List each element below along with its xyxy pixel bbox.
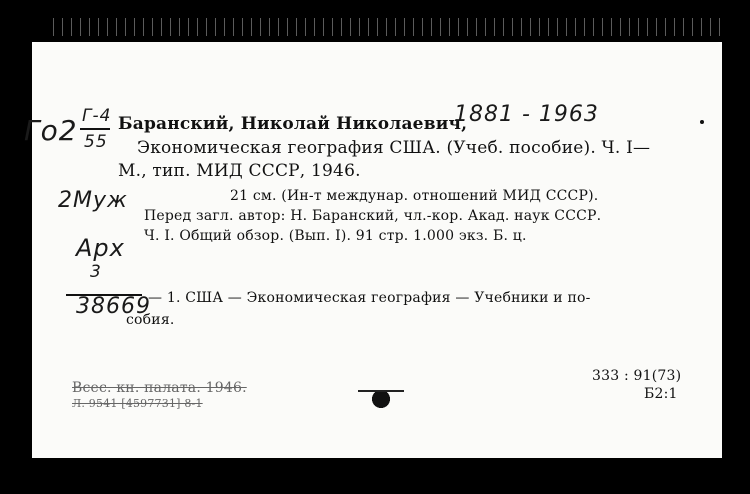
shelfmark-prefix: Го2: [24, 114, 78, 147]
scan-noise: [50, 18, 720, 36]
scan-border-right: [722, 0, 750, 494]
subject-tracing-line-1: — 1. США — Экономическая география — Учебники и по-: [148, 290, 591, 306]
subject-tracing-line-2: собия.: [126, 312, 175, 328]
book-chamber-code: Л. 9541 [4597731] 8-1: [72, 397, 203, 410]
catalog-card: [24, 42, 722, 458]
book-chamber-line: Всес. кн. палата. 1946.: [72, 380, 247, 396]
note-line-1: Перед загл. автор: Н. Баранский, чл.-кор. Акад. наук СССР.: [144, 208, 602, 224]
ink-stamp-mark: [366, 386, 396, 412]
handwritten-note-1: 2Муж: [58, 188, 128, 213]
handwritten-note-3: 3: [90, 262, 102, 282]
shelfmark-fraction-line: [80, 128, 110, 130]
handwritten-years: 1881 - 1963: [454, 102, 599, 127]
inventory-number: 38669: [76, 294, 151, 319]
physical-description: 21 см. (Ин-т междунар. отношений МИД СССР).: [230, 188, 599, 204]
shelfmark-top: Г-4: [82, 106, 112, 126]
speck: [700, 120, 704, 124]
handwritten-note-2: Арх: [76, 234, 125, 262]
note-line-2: Ч. I. Общий обзор. (Вып. I). 91 стр. 1.000 экз. Б. ц.: [144, 228, 527, 244]
scan-border-bottom: [0, 458, 750, 494]
author-heading: Баранский, Николай Николаевич,: [118, 114, 468, 134]
imprint-line: М., тип. МИД СССР, 1946.: [118, 161, 361, 181]
cutter-number: Б2:1: [644, 386, 678, 402]
shelfmark-bottom: 55: [84, 132, 108, 152]
scan-border-left: [0, 0, 32, 494]
title-line-1: Экономическая география США. (Учеб. пособие). Ч. I—: [137, 138, 651, 158]
udc-index: 333 : 91(73): [592, 368, 682, 384]
